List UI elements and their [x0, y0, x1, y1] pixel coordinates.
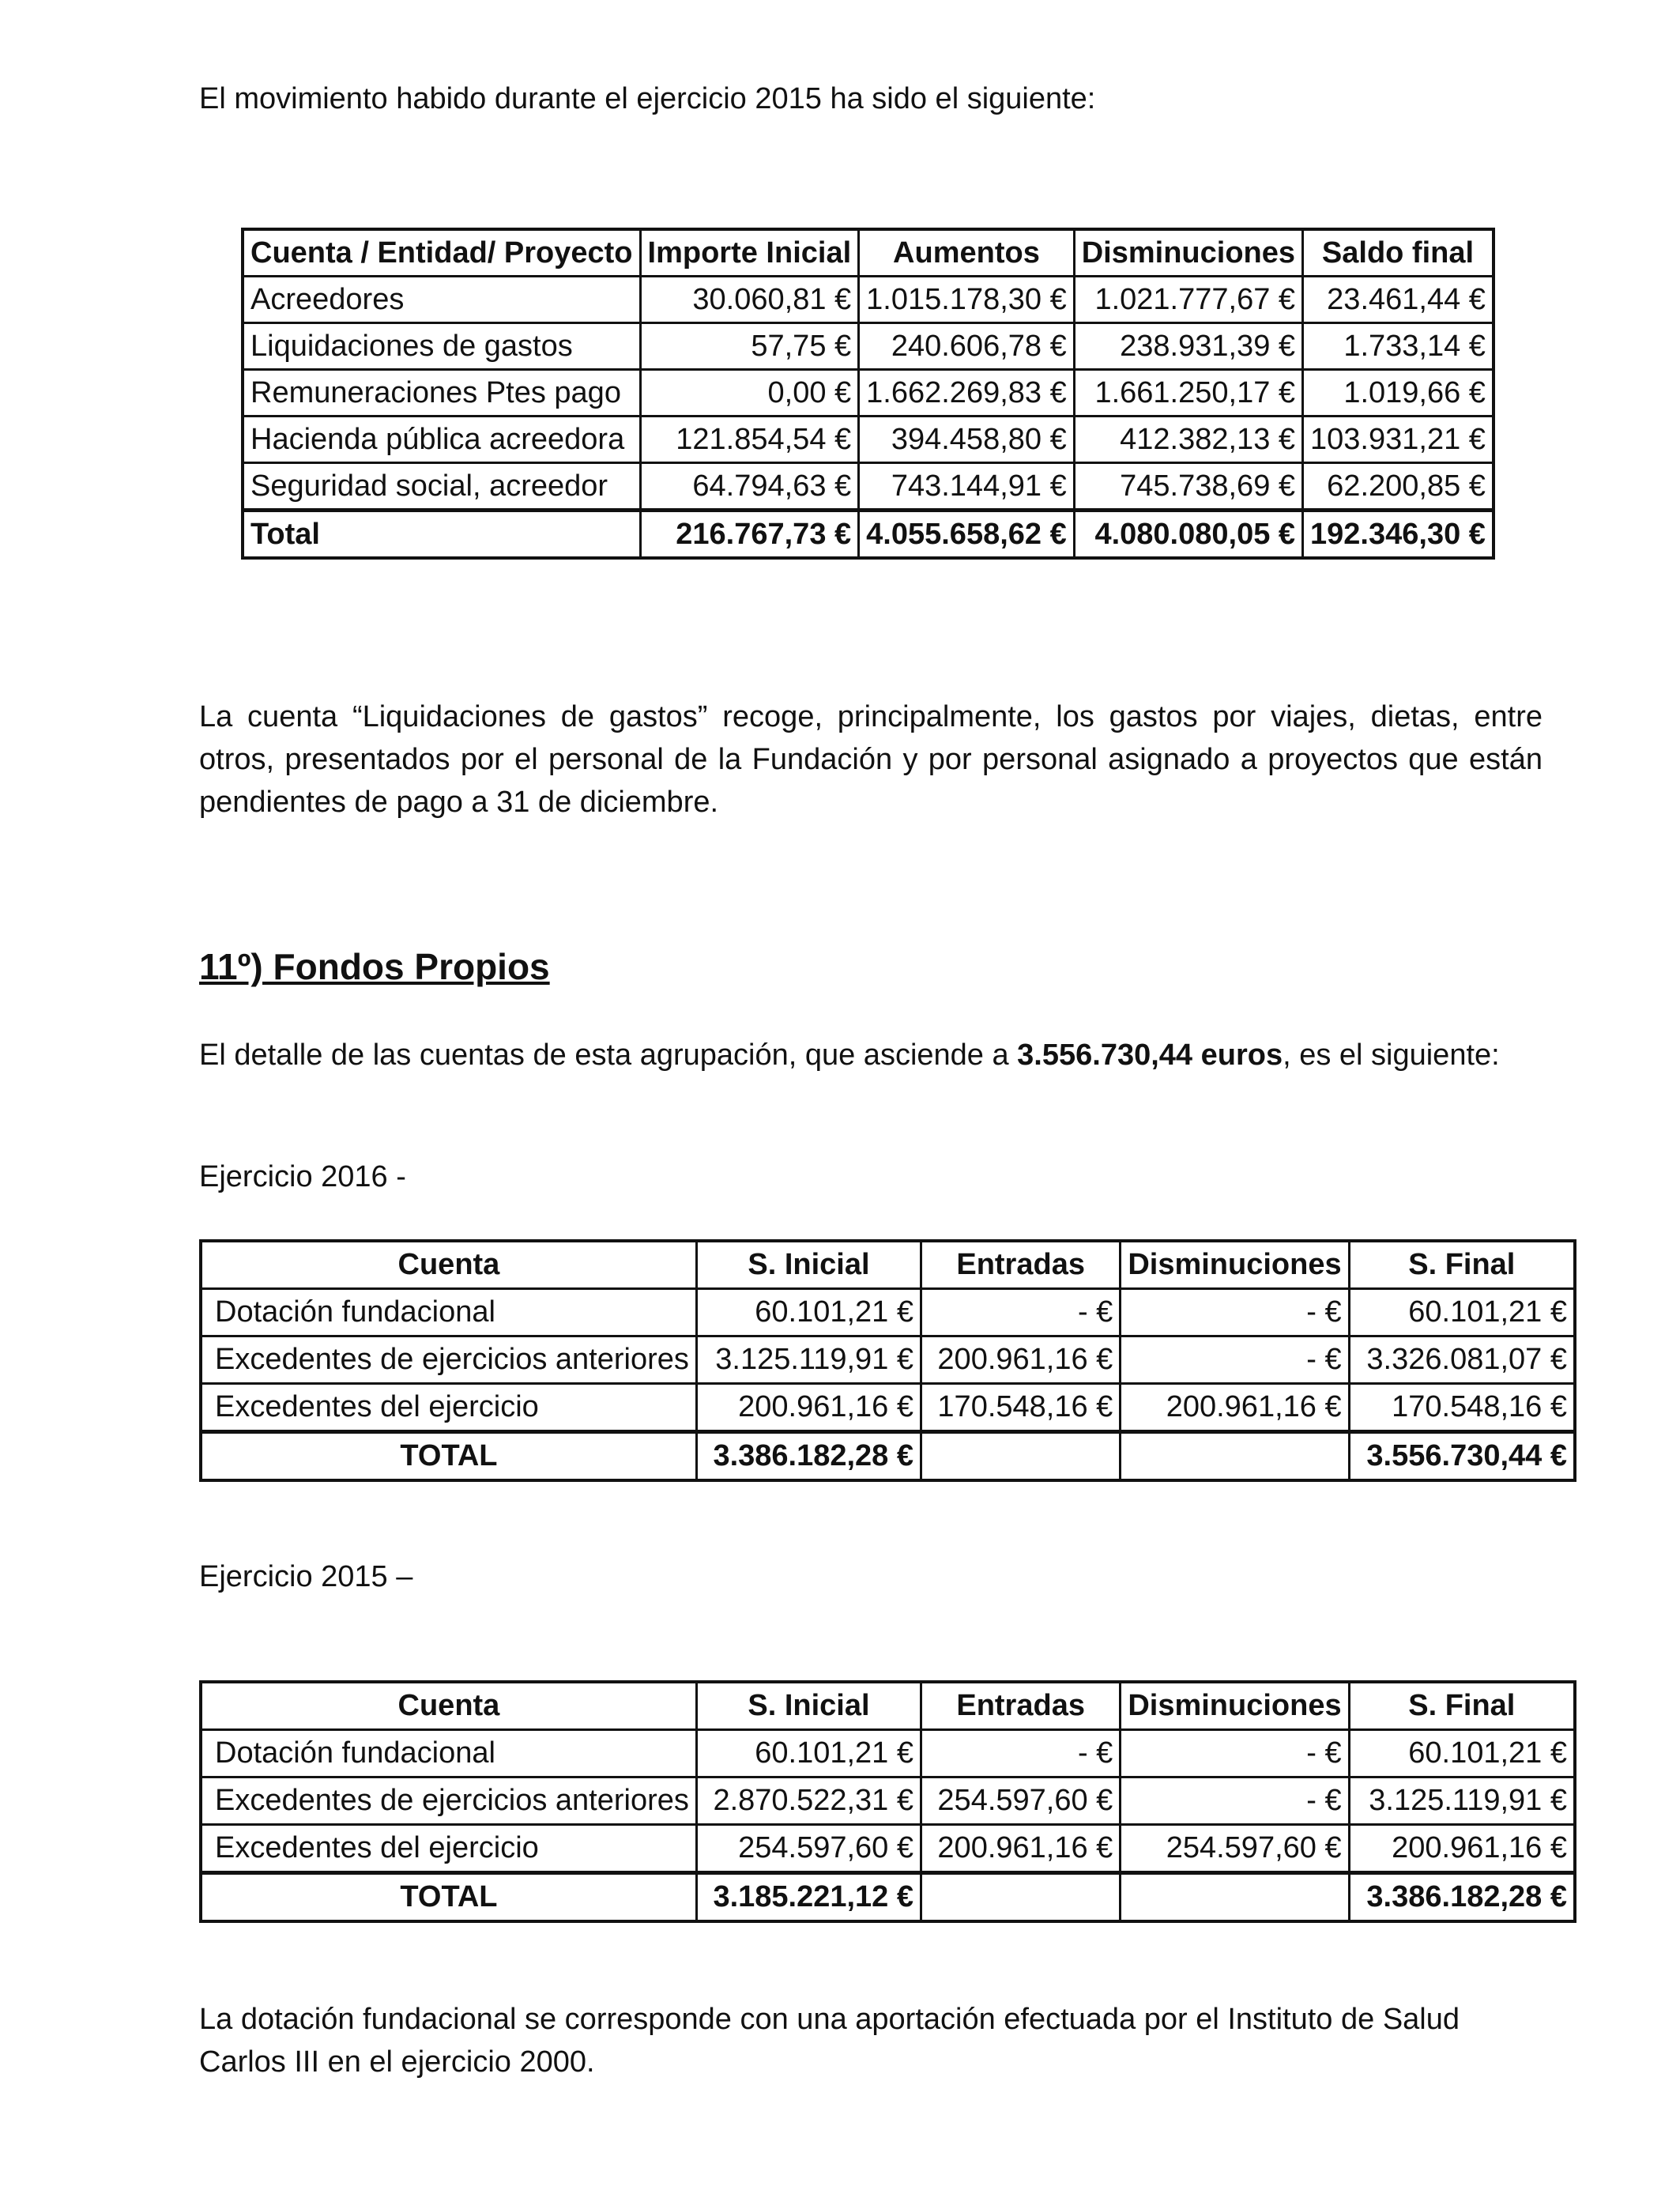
- fondos-propios-table-2016: [199, 1239, 1576, 1482]
- cell-value: 60.101,21 €: [1349, 1730, 1575, 1777]
- header-cell: S. Inicial: [696, 1682, 921, 1730]
- total-label: TOTAL: [201, 1873, 696, 1922]
- cell-value: 1.015.178,30 €: [859, 277, 1075, 323]
- detail-text-after: , es el siguiente:: [1283, 1039, 1500, 1072]
- section-heading: 11º) Fondos Propios: [199, 946, 550, 987]
- cell-value: 1.661.250,17 €: [1074, 370, 1302, 417]
- header-cell: Disminuciones: [1121, 1241, 1349, 1289]
- cell-value: - €: [921, 1289, 1121, 1336]
- total-row: [201, 1873, 1575, 1922]
- header-cell: S. Final: [1349, 1682, 1575, 1730]
- cell-value: 743.144,91 €: [859, 463, 1075, 511]
- cell-value: 170.548,16 €: [1349, 1384, 1575, 1432]
- cell-value: - €: [1121, 1777, 1349, 1825]
- detail-text: [199, 1034, 1500, 1076]
- cell-account: Liquidaciones de gastos: [243, 323, 640, 370]
- cell-value: 200.961,16 €: [696, 1384, 921, 1432]
- total-value: 3.386.182,28 €: [696, 1432, 921, 1481]
- total-value: 216.767,73 €: [640, 511, 859, 559]
- table-row: [201, 1384, 1575, 1432]
- cell-value: 170.548,16 €: [921, 1384, 1121, 1432]
- cell-value: 200.961,16 €: [1349, 1825, 1575, 1873]
- cell-account: Seguridad social, acreedor: [243, 463, 640, 511]
- table-header-row: [201, 1682, 1575, 1730]
- cell-value: 103.931,21 €: [1303, 417, 1494, 463]
- cell-value: 60.101,21 €: [696, 1730, 921, 1777]
- table-header-row: [243, 229, 1494, 277]
- cell-value: 238.931,39 €: [1074, 323, 1302, 370]
- total-value: 4.080.080,05 €: [1074, 511, 1302, 559]
- cell-value: 60.101,21 €: [696, 1289, 921, 1336]
- total-value: 192.346,30 €: [1303, 511, 1494, 559]
- total-value: 3.185.221,12 €: [696, 1873, 921, 1922]
- cell-value: 3.326.081,07 €: [1349, 1336, 1575, 1384]
- cell-account: Excedentes de ejercicios anteriores: [201, 1336, 696, 1384]
- total-value: [1121, 1432, 1349, 1481]
- total-row: [243, 511, 1494, 559]
- cell-value: 1.021.777,67 €: [1074, 277, 1302, 323]
- table-row: [201, 1825, 1575, 1873]
- ejercicio-2016-label: Ejercicio 2016 -: [199, 1160, 406, 1193]
- cell-value: 64.794,63 €: [640, 463, 859, 511]
- total-value: [1121, 1873, 1349, 1922]
- cell-value: 745.738,69 €: [1074, 463, 1302, 511]
- cell-value: 1.662.269,83 €: [859, 370, 1075, 417]
- fondos-propios-table-2015: [199, 1680, 1576, 1923]
- header-cell: Aumentos: [859, 229, 1075, 277]
- table-row: [243, 463, 1494, 511]
- cell-account: Acreedores: [243, 277, 640, 323]
- table-row: [243, 323, 1494, 370]
- header-cell: Cuenta: [201, 1682, 696, 1730]
- header-cell: S. Final: [1349, 1241, 1575, 1289]
- cell-value: 23.461,44 €: [1303, 277, 1494, 323]
- header-cell: Entradas: [921, 1241, 1121, 1289]
- cell-value: 121.854,54 €: [640, 417, 859, 463]
- table-row: [243, 277, 1494, 323]
- cell-value: 30.060,81 €: [640, 277, 859, 323]
- cell-account: Excedentes del ejercicio: [201, 1384, 696, 1432]
- table-row: [201, 1336, 1575, 1384]
- paragraph-liquidaciones: La cuenta “Liquidaciones de gastos” recoge, principalmente, los gastos por viajes, dietas, entre otros, presentados por el personal de la Fundación y por personal asignado a proyectos que están pendientes de pago a 31 de diciembre.: [199, 700, 1543, 819]
- total-value: [921, 1873, 1121, 1922]
- total-label: TOTAL: [201, 1432, 696, 1481]
- detail-amount: 3.556.730,44 euros: [1017, 1039, 1283, 1072]
- cell-value: 57,75 €: [640, 323, 859, 370]
- cell-value: 240.606,78 €: [859, 323, 1075, 370]
- intro-text: El movimiento habido durante el ejercicio 2015 ha sido el siguiente:: [199, 82, 1096, 115]
- cell-value: - €: [1121, 1289, 1349, 1336]
- table-row: [201, 1777, 1575, 1825]
- paragraph-dotacion: La dotación fundacional se corresponde con una aportación efectuada por el Instituto de Salud Carlos III en el ejercicio 2000.: [199, 2003, 1460, 2079]
- cell-value: - €: [1121, 1730, 1349, 1777]
- cell-account: Excedentes de ejercicios anteriores: [201, 1777, 696, 1825]
- header-cell: Cuenta: [201, 1241, 696, 1289]
- cell-account: Dotación fundacional: [201, 1289, 696, 1336]
- cell-account: Remuneraciones Ptes pago: [243, 370, 640, 417]
- total-value: 3.386.182,28 €: [1349, 1873, 1575, 1922]
- table-row: [243, 370, 1494, 417]
- header-cell: Cuenta / Entidad/ Proyecto: [243, 229, 640, 277]
- cell-value: - €: [921, 1730, 1121, 1777]
- table-row: [201, 1289, 1575, 1336]
- table-row: [201, 1730, 1575, 1777]
- cell-value: 394.458,80 €: [859, 417, 1075, 463]
- table-header-row: [201, 1241, 1575, 1289]
- header-cell: S. Inicial: [696, 1241, 921, 1289]
- header-cell: Disminuciones: [1121, 1682, 1349, 1730]
- total-label: Total: [243, 511, 640, 559]
- header-cell: Entradas: [921, 1682, 1121, 1730]
- cell-value: 412.382,13 €: [1074, 417, 1302, 463]
- header-cell: Importe Inicial: [640, 229, 859, 277]
- cell-value: 200.961,16 €: [921, 1336, 1121, 1384]
- movement-table-2015: [241, 228, 1495, 560]
- cell-value: 200.961,16 €: [921, 1825, 1121, 1873]
- cell-value: 254.597,60 €: [921, 1777, 1121, 1825]
- cell-value: 3.125.119,91 €: [1349, 1777, 1575, 1825]
- cell-value: 200.961,16 €: [1121, 1384, 1349, 1432]
- table-row: [243, 417, 1494, 463]
- total-value: 3.556.730,44 €: [1349, 1432, 1575, 1481]
- cell-account: Hacienda pública acreedora: [243, 417, 640, 463]
- cell-account: Excedentes del ejercicio: [201, 1825, 696, 1873]
- total-value: 4.055.658,62 €: [859, 511, 1075, 559]
- cell-value: 62.200,85 €: [1303, 463, 1494, 511]
- cell-value: 1.019,66 €: [1303, 370, 1494, 417]
- cell-value: 254.597,60 €: [1121, 1825, 1349, 1873]
- cell-value: 1.733,14 €: [1303, 323, 1494, 370]
- cell-value: - €: [1121, 1336, 1349, 1384]
- total-value: [921, 1432, 1121, 1481]
- cell-value: 254.597,60 €: [696, 1825, 921, 1873]
- cell-value: 3.125.119,91 €: [696, 1336, 921, 1384]
- ejercicio-2015-label: Ejercicio 2015 –: [199, 1560, 413, 1593]
- detail-text-before: El detalle de las cuentas de esta agrupación, que asciende a: [199, 1039, 1018, 1072]
- cell-account: Dotación fundacional: [201, 1730, 696, 1777]
- cell-value: 60.101,21 €: [1349, 1289, 1575, 1336]
- cell-value: 2.870.522,31 €: [696, 1777, 921, 1825]
- header-cell: Saldo final: [1303, 229, 1494, 277]
- cell-value: 0,00 €: [640, 370, 859, 417]
- total-row: [201, 1432, 1575, 1481]
- header-cell: Disminuciones: [1074, 229, 1302, 277]
